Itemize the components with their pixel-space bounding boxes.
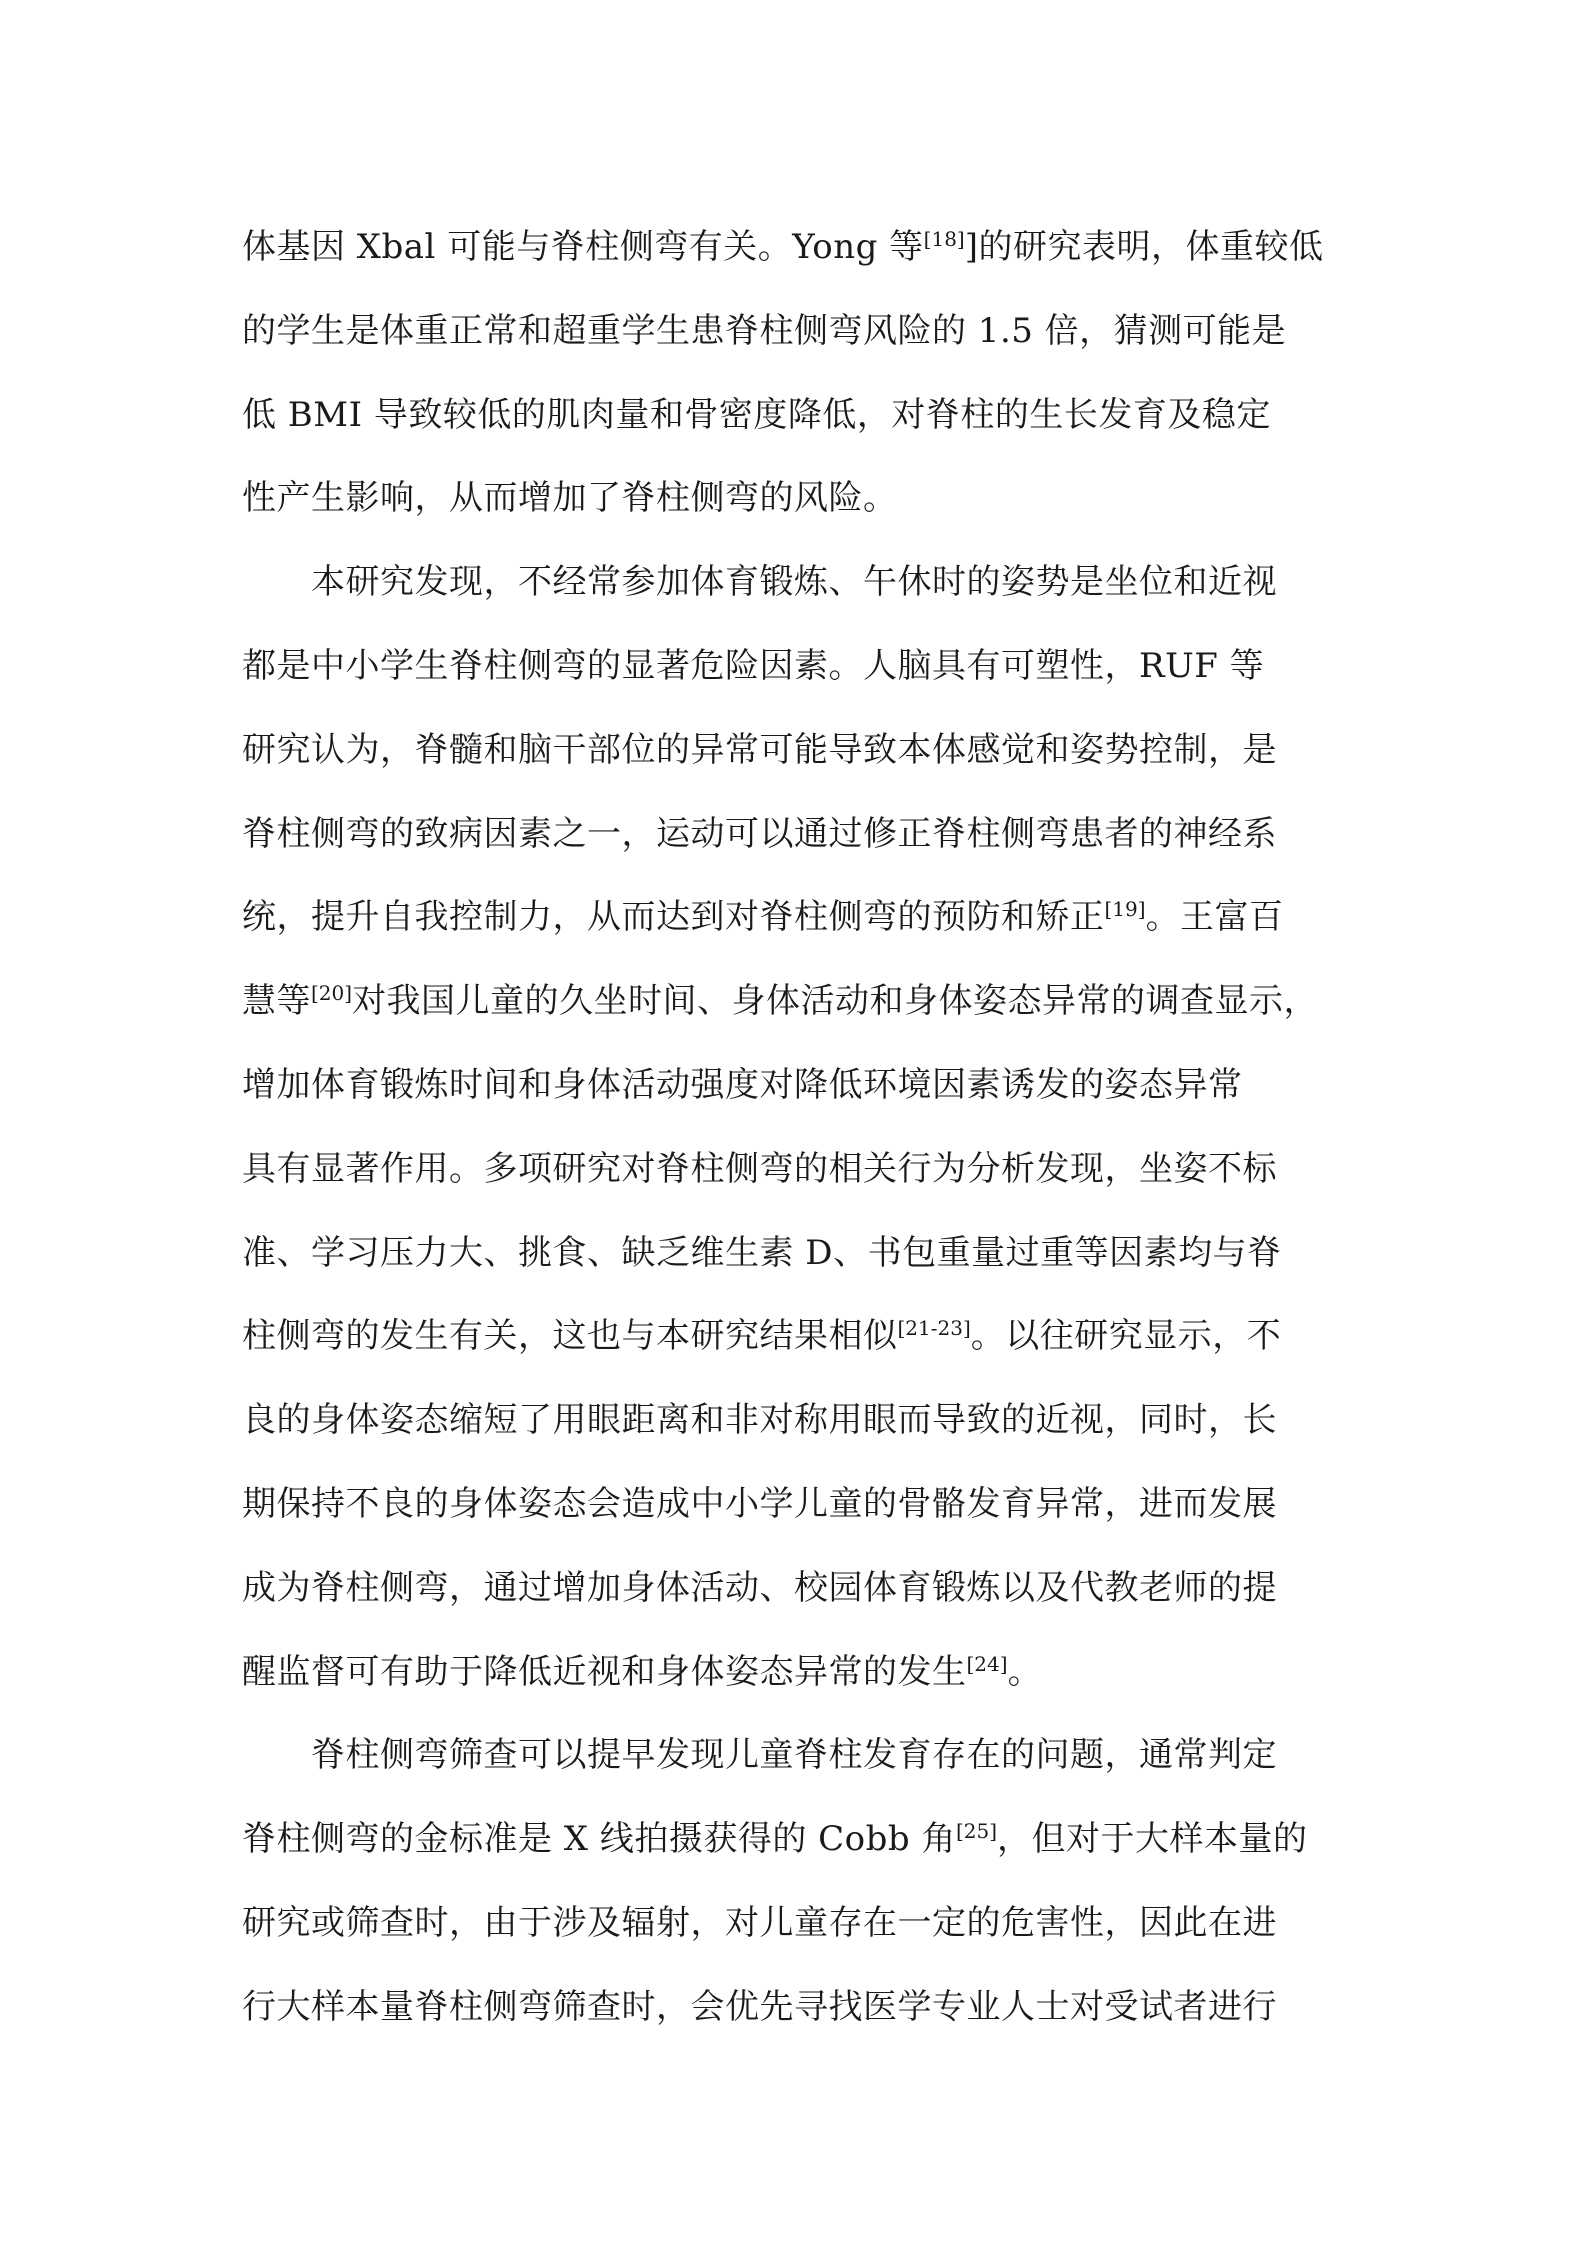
text-line bbox=[242, 1547, 1352, 1631]
text-segment: 柱侧弯的发生有关，这也与本研究结果相似 bbox=[242, 1316, 898, 1357]
text-line bbox=[242, 290, 1352, 374]
text-line bbox=[242, 206, 1352, 290]
text-line bbox=[242, 1379, 1352, 1463]
text-line bbox=[242, 374, 1352, 458]
text-line bbox=[242, 1295, 1352, 1379]
text-line bbox=[242, 1882, 1352, 1966]
text-line bbox=[242, 1966, 1352, 2050]
text-segment: 对我国儿童的久坐时间、身体活动和身体姿态异常的调查显示， bbox=[352, 981, 1319, 1022]
paragraph bbox=[242, 206, 1352, 541]
text-line bbox=[242, 625, 1352, 709]
text-segment: 统，提升自我控制力，从而达到对脊柱侧弯的预防和矫正 bbox=[242, 897, 1105, 938]
text-segment: 慧等 bbox=[242, 981, 311, 1022]
text-line bbox=[242, 1631, 1352, 1715]
text-segment: 低 BMI 导致较低的肌肉量和骨密度降低，对脊柱的生长发育及稳定 bbox=[242, 394, 1271, 435]
text-segment: 的学生是体重正常和超重学生患脊柱侧弯风险的 1.5 倍，猜测可能是 bbox=[242, 310, 1287, 351]
text-segment: 都是中小学生脊柱侧弯的显著危险因素。人脑具有可塑性，RUF 等 bbox=[242, 645, 1265, 686]
citation-reference: [20] bbox=[311, 981, 353, 1006]
citation-reference: [21-23] bbox=[897, 1316, 971, 1341]
text-segment: ，但对于大样本量的 bbox=[997, 1819, 1308, 1860]
text-segment: 醒监督可有助于降低近视和身体姿态异常的发生 bbox=[242, 1651, 967, 1692]
text-line bbox=[242, 709, 1352, 793]
text-segment: 准、学习压力大、挑食、缺乏维生素 D、书包重量过重等因素均与脊 bbox=[242, 1232, 1282, 1273]
citation-reference: [19] bbox=[1104, 897, 1146, 922]
text-segment: 期保持不良的身体姿态会造成中小学儿童的骨骼发育异常，进而发展 bbox=[242, 1483, 1277, 1524]
body-text bbox=[242, 206, 1352, 2050]
text-segment: 研究认为，脊髓和脑干部位的异常可能导致本体感觉和姿势控制，是 bbox=[242, 729, 1277, 770]
text-line bbox=[242, 960, 1352, 1044]
text-segment: 体基因 Xbal 可能与脊柱侧弯有关。Yong 等 bbox=[242, 227, 924, 267]
text-segment: 良的身体姿态缩短了用眼距离和非对称用眼而导致的近视，同时，长 bbox=[242, 1400, 1277, 1441]
text-line bbox=[242, 541, 1352, 625]
text-segment: 本研究发现，不经常参加体育锻炼、午休时的姿势是坐位和近视 bbox=[242, 562, 1277, 603]
text-segment: 行大样本量脊柱侧弯筛查时，会优先寻找医学专业人士对受试者进行 bbox=[242, 1986, 1277, 2027]
text-segment: 。以往研究显示，不 bbox=[970, 1316, 1282, 1357]
text-segment: 。 bbox=[1007, 1651, 1043, 1692]
text-segment: ]的研究表明，体重较低 bbox=[964, 227, 1324, 267]
text-segment: 脊柱侧弯筛查可以提早发现儿童脊柱发育存在的问题，通常判定 bbox=[242, 1735, 1277, 1776]
paragraph bbox=[242, 541, 1352, 1714]
text-segment: 。王富百 bbox=[1145, 897, 1284, 938]
text-line bbox=[242, 1463, 1352, 1547]
text-line bbox=[242, 876, 1352, 960]
text-segment: 研究或筛查时，由于涉及辐射，对儿童存在一定的危害性，因此在进 bbox=[242, 1902, 1277, 1943]
text-segment: 具有显著作用。多项研究对脊柱侧弯的相关行为分析发现，坐姿不标 bbox=[242, 1148, 1277, 1189]
paragraph bbox=[242, 1714, 1352, 2049]
text-line bbox=[242, 1128, 1352, 1212]
text-segment: 成为脊柱侧弯，通过增加身体活动、校园体育锻炼以及代教老师的提 bbox=[242, 1567, 1277, 1608]
text-line bbox=[242, 1044, 1352, 1128]
citation-reference: [18] bbox=[923, 227, 965, 251]
citation-reference: [24] bbox=[966, 1651, 1008, 1676]
text-segment: 性产生影响，从而增加了脊柱侧弯的风险。 bbox=[242, 478, 898, 519]
text-line bbox=[242, 1714, 1352, 1798]
text-segment: 脊柱侧弯的致病因素之一，运动可以通过修正脊柱侧弯患者的神经系 bbox=[242, 813, 1277, 854]
text-line bbox=[242, 793, 1352, 877]
citation-reference: [25] bbox=[955, 1819, 998, 1844]
text-line bbox=[242, 457, 1352, 541]
text-line bbox=[242, 1212, 1352, 1296]
text-segment: 增加体育锻炼时间和身体活动强度对降低环境因素诱发的姿态异常 bbox=[242, 1064, 1243, 1105]
text-line bbox=[242, 1798, 1352, 1882]
text-segment: 脊柱侧弯的金标准是 X 线拍摄获得的 Cobb 角 bbox=[242, 1819, 956, 1860]
